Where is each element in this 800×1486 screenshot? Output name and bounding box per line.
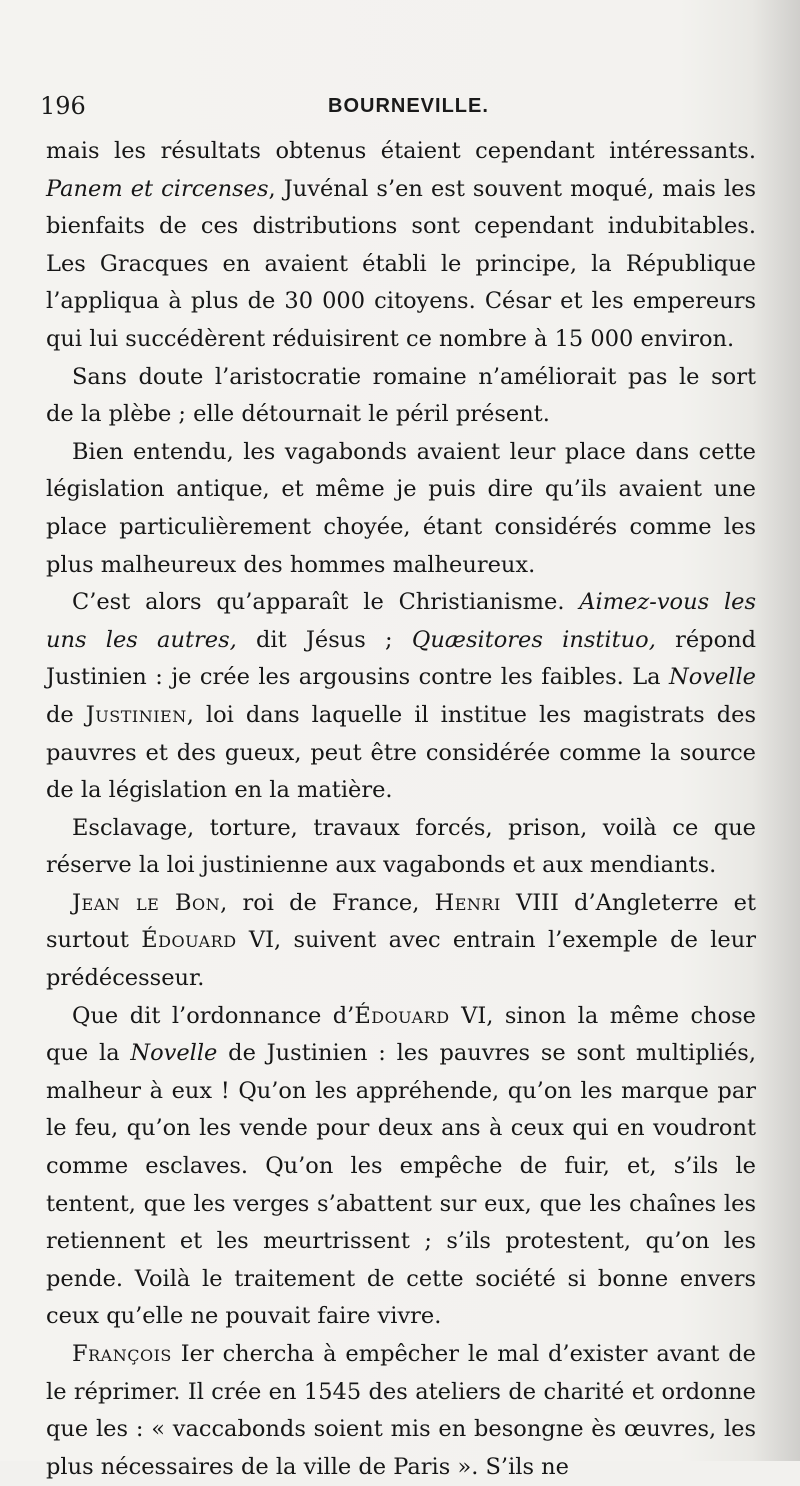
latin-quote: Quæsitores instituo, xyxy=(411,626,656,653)
italic-title: Novelle xyxy=(130,1040,218,1067)
text-run: de Justinien : les pauvres se sont multipliés, malheur à eux ! Qu’on les appréhende, qu’on les marque par le feu, qu’on les vende pour deux ans à ceux qui en voudront comme esclaves. Qu’on les empêche de fuir, et, s’ils le tentent, que les verges s’abattent sur eux, que les chaînes les retiennent et les meurtrissent ; s’ils protestent, qu’on les pende. Voilà le traitement de cette société si bonne envers ceux qu’elle ne pouvait faire vivre. xyxy=(46,1040,757,1330)
text-run: chercha à empêcher le mal d’exister avant de le réprimer. Il crée en 1545 des ateliers de charité et ordonne que les : « vaccabonds soient mis en besongne ès œuvres, les plus nécessaires de la ville de Paris ». S’ils ne xyxy=(46,1341,756,1480)
text-run: VI, sinon la même chose que la xyxy=(46,1002,757,1067)
text-run: VI, suivent avec entrain l’exemple de leur prédécesseur. xyxy=(46,927,756,992)
small-caps-name: Édouard xyxy=(141,927,237,954)
text-run: répond Justinien : je crée les argousins contre les faibles. La xyxy=(46,626,757,691)
text-run: dit Jésus ; xyxy=(236,626,412,653)
text-run: Ier xyxy=(171,1341,214,1367)
text-run: de xyxy=(46,701,86,728)
page-number: 196 xyxy=(40,92,86,120)
text-run: , loi dans laquelle il institue les magistrats des pauvres et des gueux, peut être considérée comme la source de la législation en la matière. xyxy=(46,701,756,804)
text-run: C’est alors qu’apparaît le Christianisme. xyxy=(72,589,580,616)
paragraph-3: Bien entendu, les vagabonds avaient leur place dans cette législation antique, et même je puis dire qu’ils avaient une place particulièrement choyée, étant considérés comme les plus malheureux des hommes malheureux. xyxy=(46,438,756,578)
text-run: , roi de France, xyxy=(220,889,435,916)
small-caps-name: Édouard xyxy=(354,1002,450,1029)
small-caps-name: François xyxy=(72,1341,172,1367)
paragraph-6 xyxy=(46,885,756,998)
running-head xyxy=(40,92,760,128)
italic-title: Novelle xyxy=(669,664,756,691)
running-title: BOURNEVILLE. xyxy=(328,95,489,117)
paragraph-1 xyxy=(46,133,756,359)
text-run: VIII d’Angleterre et surtout xyxy=(46,889,757,954)
paragraph-8 xyxy=(46,1336,756,1486)
text-run: mais les résultats obtenus étaient cependant intéressants. xyxy=(46,138,756,164)
latin-quote: Panem et circenses xyxy=(46,175,269,202)
paragraph-4 xyxy=(46,584,756,810)
paragraph-7 xyxy=(46,998,756,1336)
text-run: Que dit l’ordonnance d’ xyxy=(72,1002,355,1029)
text-run: , Juvénal s’en est souvent moqué, mais les bienfaits de ces distributions sont cependant indubitables. Les Gracques en avaient établi le principe, la République l’appliqua à plus de 30 000 citoyens. César et les empereurs qui lui succédèrent réduisirent ce nombre à 15 000 environ. xyxy=(46,175,756,352)
small-caps-name: Henri xyxy=(434,889,501,916)
paragraph-5: Esclavage, torture, travaux forcés, prison, voilà ce que réserve la loi justinienne aux vagabonds et aux mendiants. xyxy=(46,814,756,879)
paragraph-2: Sans doute l’aristocratie romaine n’améliorait pas le sort de la plèbe ; elle détournait le péril présent. xyxy=(46,363,756,428)
italic-quote: Aimez-vous les uns les autres, xyxy=(46,589,756,653)
small-caps-name: Justinien xyxy=(85,701,187,728)
body-text xyxy=(46,133,756,1486)
small-caps-name: Jean le Bon xyxy=(72,889,221,916)
